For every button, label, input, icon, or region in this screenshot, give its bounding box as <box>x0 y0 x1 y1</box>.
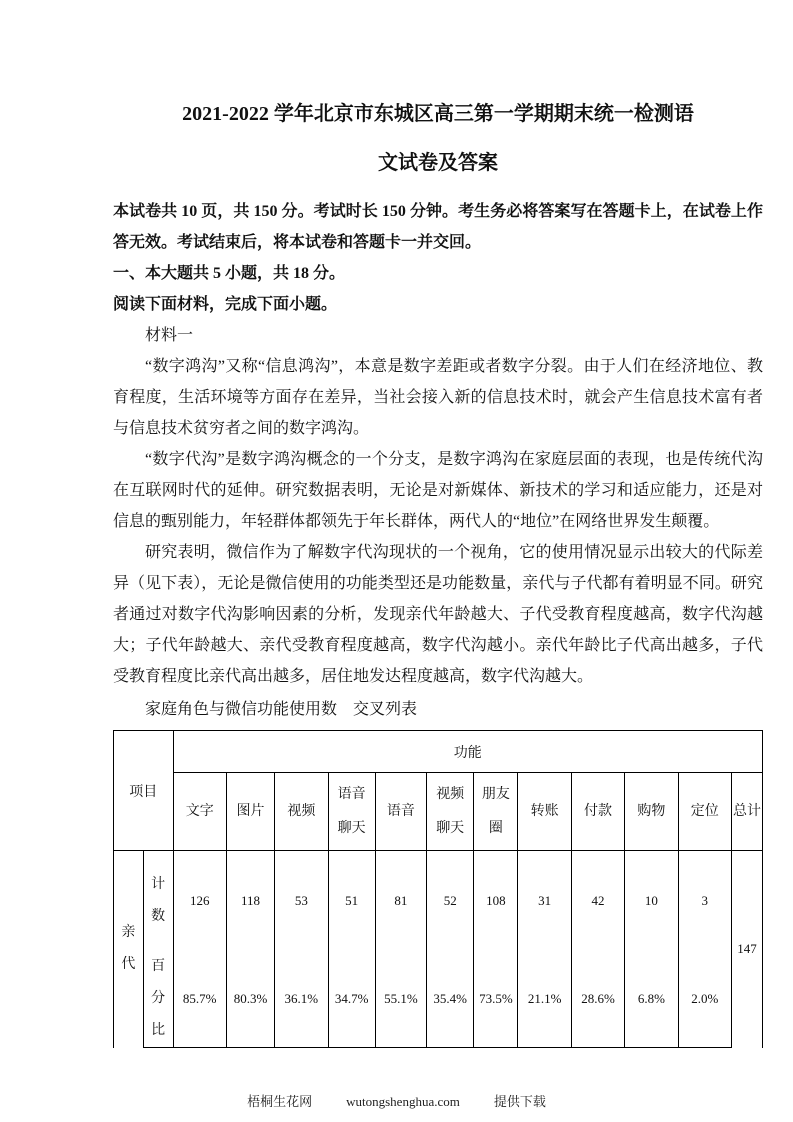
column-header-moments <box>474 773 518 851</box>
percent-cell: 85.7% <box>173 951 226 1048</box>
count-cell: 108 <box>474 851 518 951</box>
column-header-total <box>731 773 762 851</box>
page-footer <box>0 1091 793 1110</box>
corner-cell: 项目 <box>114 731 174 851</box>
exam-notice: 本试卷共 10 页，共 150 分。考试时长 150 分钟。考生务必将答案写在答题卡上，在试卷上作答无效。考试结束后，将本试卷和答题卡一并交回。 <box>113 203 763 251</box>
row-label-percent <box>143 951 173 1048</box>
page-title-line2: 文试卷及答案 <box>378 152 498 174</box>
paragraph-3: 研究表明，微信作为了解数字代沟现状的一个视角，它的使用情况显示出较大的代际差异（见下表），无论是微信使用的功能类型还是功能数量，亲代与子代都有着明显不同。研究者通过对数字代沟影响因素的分析，发现亲代年龄越大、子代受教育程度越高，数字代沟越大；子代年龄越大、亲代受教育程度越高，数字代沟越小。亲代年龄比子代高出越多，子代受教育程度比亲代高出越多，居住地发达程度越高，数字代沟越大。 <box>113 544 763 685</box>
column-header-label: 定位 <box>690 803 719 819</box>
percent-cell: 28.6% <box>571 951 624 1048</box>
column-header-payment <box>571 773 624 851</box>
count-cell: 31 <box>518 851 571 951</box>
count-row <box>114 851 763 951</box>
percent-cell: 80.3% <box>226 951 274 1048</box>
total-cell <box>731 851 762 1048</box>
count-cell: 42 <box>571 851 624 951</box>
percent-cell: 35.4% <box>427 951 474 1048</box>
column-header-label: 语音 <box>386 803 415 819</box>
reading-instruction: 阅读下面材料，完成下面小题。 <box>113 296 338 313</box>
row-label-text: 计数 <box>151 876 166 924</box>
percent-cell: 34.7% <box>328 951 375 1048</box>
material-label: 材料一 <box>145 327 194 344</box>
footer-site-url: wutongshenghua.com <box>346 1094 460 1109</box>
column-header-voice-chat <box>328 773 375 851</box>
percent-cell: 73.5% <box>474 951 518 1048</box>
percent-row <box>114 951 763 1048</box>
row-group-label <box>114 851 144 1048</box>
count-cell: 81 <box>375 851 426 951</box>
column-header-label: 购物 <box>637 803 666 819</box>
function-group-header: 功能 <box>173 731 762 773</box>
column-header-label: 视频 <box>287 803 316 819</box>
column-header-label: 语音聊天 <box>337 786 366 836</box>
column-header-text <box>173 773 226 851</box>
count-cell: 51 <box>328 851 375 951</box>
table-header-row-2 <box>114 773 763 851</box>
column-header-label: 转账 <box>530 803 559 819</box>
footer-download-text: 提供下载 <box>493 1094 546 1109</box>
column-header-label: 文字 <box>185 803 214 819</box>
page-title <box>113 90 763 188</box>
total-value: 147 <box>737 941 757 957</box>
table-caption: 家庭角色与微信功能使用数 交叉列表 <box>145 701 418 718</box>
percent-cell: 36.1% <box>275 951 328 1048</box>
percent-cell: 2.0% <box>678 951 731 1048</box>
column-header-video-chat <box>427 773 474 851</box>
column-header-label: 付款 <box>584 803 612 819</box>
page-title-line1: 2021-2022 学年北京市东城区高三第一学期期末统一检测语 <box>182 103 694 125</box>
column-header-voice <box>375 773 426 851</box>
percent-cell: 21.1% <box>518 951 571 1048</box>
percent-cell: 55.1% <box>375 951 426 1048</box>
count-cell: 118 <box>226 851 274 951</box>
column-header-label: 图片 <box>236 803 265 819</box>
row-label-count <box>143 851 173 951</box>
crosstab-table <box>113 730 763 1048</box>
paragraph-2: “数字代沟”是数字鸿沟概念的一个分支，是数字鸿沟在家庭层面的表现，也是传统代沟在互联网时代的延伸。研究数据表明，无论是对新媒体、新技术的学习和适应能力，还是对信息的甄别能力，年轻群体都领先于年长群体，两代人的“地位”在网络世界发生颠覆。 <box>113 451 763 530</box>
column-header-transfer <box>518 773 571 851</box>
column-header-image <box>226 773 274 851</box>
count-cell: 3 <box>678 851 731 951</box>
section-heading: 一、本大题共 5 小题，共 18 分。 <box>113 265 346 282</box>
row-label-text: 百分比 <box>151 958 166 1038</box>
row-group-text: 亲代 <box>121 925 136 973</box>
column-header-shopping <box>625 773 678 851</box>
count-cell: 52 <box>427 851 474 951</box>
count-cell: 126 <box>173 851 226 951</box>
count-cell: 53 <box>275 851 328 951</box>
footer-site-name: 梧桐生花网 <box>247 1094 313 1109</box>
paragraph-1: “数字鸿沟”又称“信息鸿沟”，本意是数字差距或者数字分裂。由于人们在经济地位、教育程度，生活环境等方面存在差异，当社会接入新的信息技术时，就会产生信息技术富有者与信息技术贫穷者之间的数字鸿沟。 <box>113 358 763 437</box>
percent-cell: 6.8% <box>625 951 678 1048</box>
column-header-label: 视频聊天 <box>436 786 465 836</box>
column-header-label: 朋友圈 <box>481 786 510 836</box>
column-header-label: 总计 <box>732 803 761 819</box>
document-content <box>113 0 763 1048</box>
count-cell: 10 <box>625 851 678 951</box>
column-header-video <box>275 773 328 851</box>
table-header-row-1 <box>114 731 763 773</box>
column-header-location <box>678 773 731 851</box>
